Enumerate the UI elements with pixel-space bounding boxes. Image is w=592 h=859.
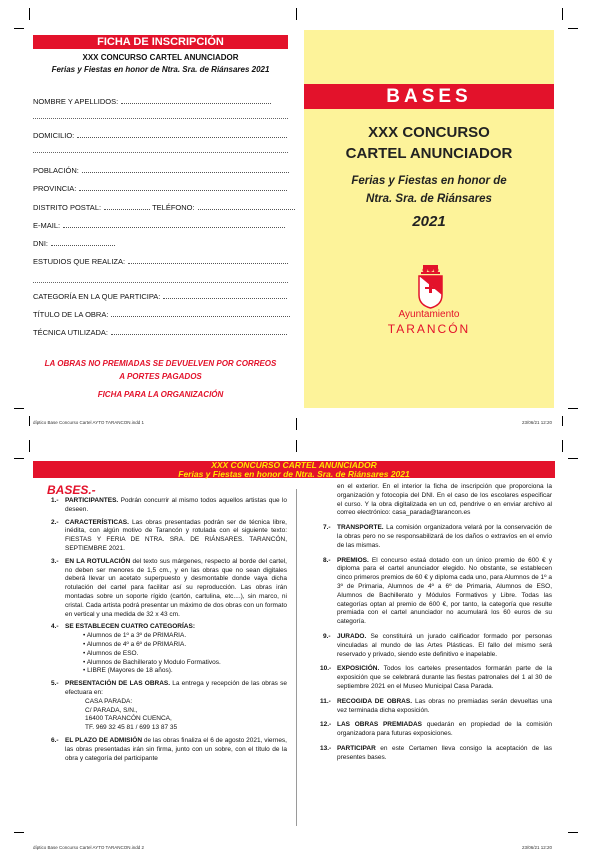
field-estudios[interactable]	[33, 257, 288, 266]
field-tecnica[interactable]	[33, 328, 288, 337]
item-text: en este Certamen lleva consigo la aceptación de las presentes bases.	[337, 744, 552, 761]
field-poblacion[interactable]	[33, 166, 288, 175]
item-text: Las obras presentadas podrán ser de técnica libre, inédita, con algún motivo de Tarancón y rotulada con el siguiente texto: FIESTAS Y FERIA DE NTRA. SRA. DE RIÁNSARES. TARANCÓN, SEPTIEMBRE 2021.	[65, 518, 287, 552]
field-nombre[interactable]	[33, 97, 288, 106]
address-line: CASA PARADA:	[85, 697, 133, 705]
field-label: E-MAIL:	[33, 221, 61, 230]
town-crest-icon	[417, 265, 444, 314]
base-item-5	[51, 680, 287, 733]
item-heading: EN LA ROTULACIÓN	[65, 557, 131, 565]
base-item-1	[51, 497, 287, 515]
sheet2-banner-subtitle: Ferias y Fiestas en honor de Ntra. Sra. de Riánsares 2021	[178, 468, 410, 479]
item-text: Las obras no premiadas serán devueltas una vez terminada dicha exposición.	[337, 697, 553, 714]
cover-year: 2021	[412, 213, 446, 230]
item-heading: PARTICIPAR	[337, 744, 376, 752]
crop-mark	[568, 408, 578, 409]
field-label: ESTUDIOS QUE REALIZA:	[33, 257, 126, 266]
item-heading: JURADO.	[337, 632, 367, 640]
cover-subtitle-2: Ntra. Sra. de Riánsares	[366, 193, 492, 205]
field-titulo[interactable]	[33, 310, 288, 319]
bases-banner: BASES	[304, 84, 554, 109]
crop-mark	[14, 408, 24, 409]
category-item: • Alumnos de ESO.	[83, 649, 139, 657]
file-info: díptico Base Concurso Cartel AYTO TARANCON.indd 1	[33, 420, 144, 425]
item-number: 7.-	[323, 524, 331, 532]
crop-mark	[14, 832, 24, 833]
address-line: C/ PARADA, S/N.,	[85, 706, 138, 714]
sheet2-banner-title: XXX CONCURSO CARTEL ANUNCIADOR	[211, 460, 377, 470]
item-number: 12.-	[320, 721, 332, 729]
base-item-12	[320, 721, 552, 739]
category-item: • LIBRE (Mayores de 18 años).	[83, 667, 173, 675]
field-dni[interactable]	[33, 239, 288, 248]
field-label: TÍTULO DE LA OBRA:	[33, 310, 109, 319]
base-item-3	[51, 557, 287, 620]
base-item-13	[320, 744, 552, 763]
crop-mark	[568, 458, 578, 459]
item-heading: TRANSPORTE.	[337, 524, 384, 532]
file-timestamp: 23/06/21 12:20	[522, 420, 553, 425]
crop-mark	[296, 8, 297, 20]
item-number: 9.-	[323, 632, 331, 640]
item-heading: LAS OBRAS PREMIADAS	[337, 721, 422, 729]
address-line: 16400 TARANCÓN CUENCA,	[85, 715, 172, 723]
item-number: 11.-	[320, 697, 331, 705]
item-text: Se constituirá un jurado calificador formado por personas vinculadas al mundo de las Artes Plásticas. El fallo del mismo será reservado y privado, siendo este definitivo e inapelable.	[337, 632, 552, 658]
item-number: 6.-	[51, 736, 59, 744]
item-number: 1.-	[51, 497, 59, 504]
item-text: La entrega y recepción de las obras se efectuara en:	[65, 680, 287, 696]
sheet2-banner	[33, 461, 555, 478]
item-heading: PARTICIPANTES.	[65, 497, 119, 504]
item-text: de las obras finaliza el 6 de agosto 2021, viernes, las obras presentadas irán sin firma, junto con un sobre, con el título de la obra y categoría del participante	[65, 736, 287, 762]
crop-mark	[29, 416, 30, 426]
item-text: Podrán concurrir al mismo todos aquellos artistas que lo deseen.	[65, 497, 287, 513]
field-line	[33, 118, 288, 119]
cover-subtitle-1: Ferias y Fiestas en honor de	[351, 175, 507, 187]
crop-mark	[562, 8, 563, 20]
item-heading: EL PLAZO DE ADMISIÓN	[65, 736, 143, 744]
item-text: en el exterior. En el interior la ficha de inscripción que proporciona la organización y fotocopia del DNI. En el caso de los escolares especificar el curso. Y la obra digitalizada en un cd, pendrive o en enviar archivo al correo electrónico: casa_parada@tarancon.es	[337, 483, 552, 517]
item-heading: SE ESTABLECEN CUATRO CATEGORÍAS:	[65, 623, 196, 631]
base-item-9	[323, 632, 552, 659]
category-item: • Alumnos de 4º a 6º de PRIMARIA.	[83, 640, 187, 648]
bases-heading: BASES.-	[47, 483, 96, 497]
field-postal[interactable]	[33, 203, 288, 212]
base-item-8	[323, 556, 552, 627]
item-heading: PRESENTACIÓN DE LAS OBRAS.	[65, 680, 171, 688]
item-text: La comisión organizadora velará por la conservación de la obras pero no se responsabilizará de los daños o extravíos en el envío de las mismas.	[337, 524, 552, 549]
field-label: TÉCNICA UTILIZADA:	[33, 328, 109, 337]
field-label: PROVINCIA:	[33, 184, 77, 193]
item-number: 8.-	[323, 556, 331, 564]
column-divider	[296, 489, 297, 826]
crop-mark	[14, 458, 24, 459]
organization-note: FICHA PARA LA ORGANIZACIÓN	[97, 390, 224, 399]
crop-mark	[29, 440, 30, 452]
phone-line: TF. 969 32 45 81 / 699 13 87 35	[85, 724, 178, 732]
file-info-2: díptico Base Concurso Cartel AYTO TARANCON.indd 2	[33, 845, 144, 850]
field-label: POBLACIÓN:	[33, 166, 79, 175]
item-text: Todos los carteles presentados formarán parte de la exposición que se celebrará durante las fiestas patronales del 1 al 30 de septiembre 2021 en el Museo Municipal Casa Parada.	[337, 665, 552, 690]
item-number: 13.-	[320, 744, 332, 752]
cover-title-2: CARTEL ANUNCIADOR	[345, 145, 513, 162]
field-label: DOMICILIO:	[33, 131, 75, 140]
crop-mark	[29, 8, 30, 20]
crop-mark	[568, 832, 578, 833]
field-label: DISTRITO POSTAL:	[33, 203, 102, 212]
return-note-2: A PORTES PAGADOS	[119, 372, 202, 381]
base-item-4	[51, 623, 287, 676]
return-note: LA OBRAS NO PREMIADAS SE DEVUELVEN POR CORREOS	[44, 359, 277, 368]
crop-mark	[296, 418, 297, 430]
org-label: Ayuntamiento	[398, 309, 460, 320]
cover-title-1: XXX CONCURSO	[368, 124, 490, 141]
crop-mark	[568, 28, 578, 29]
form-subtitle: Ferias y Fiestas en honor de Ntra. Sra. de Riánsares 2021	[51, 65, 270, 74]
item-text: El concurso estaá dotado con un único premio de 600 € y diploma para el cartel anunciador elegido. No obstante, se establecen cinco primeros premios de 60 € y diploma cada uno, para Alumnos de 1º a 3º de Primaria, Alumnos de 4º a 6º de Primaria, Alumnos de ESO, Alumnos de Bachillerato y Módulos Formativos y Libre. Todas las categorías optan al premio de 600 €, por tanto, la categoría que resulte premiada con el cartel anunciador no acumulará los 60 euros de su categoría.	[337, 556, 552, 626]
crop-mark	[14, 28, 24, 29]
crop-mark	[562, 440, 563, 452]
item-number: 5.-	[51, 680, 59, 688]
field-label: TELÉFONO:	[152, 203, 195, 212]
crop-mark	[296, 440, 297, 452]
field-label: DNI:	[33, 239, 48, 248]
bases-right-column	[320, 483, 553, 763]
bases-left-column	[51, 497, 287, 763]
field-label: NOMBRE Y APELLIDOS:	[33, 97, 119, 106]
form-title: XXX CONCURSO CARTEL ANUNCIADOR	[82, 53, 239, 62]
base-item-7	[323, 524, 552, 550]
base-item-6	[51, 736, 287, 763]
field-categoria[interactable]	[33, 292, 288, 301]
item-heading: EXPOSICIÓN.	[337, 665, 380, 673]
item-number: 3.-	[51, 557, 59, 565]
base-item-10	[320, 665, 552, 691]
field-label: CATEGORÍA EN LA QUE PARTICIPA:	[33, 292, 161, 301]
item-number: 2.-	[51, 518, 59, 526]
item-heading: CARACTERÍSTICAS.	[65, 518, 129, 526]
base-item-6-cont	[337, 483, 552, 518]
field-line	[33, 282, 288, 283]
crop-mark	[562, 416, 563, 426]
category-item: • Alumnos de 1º a 3º de PRIMARIA.	[83, 632, 187, 640]
field-line	[33, 152, 288, 153]
field-provincia[interactable]	[33, 184, 288, 193]
field-email[interactable]	[33, 221, 288, 230]
file-timestamp-2: 23/06/21 12:20	[522, 845, 553, 850]
item-number: 4.-	[51, 623, 59, 631]
base-item-2	[51, 518, 287, 554]
base-item-11	[320, 697, 553, 716]
category-item: • Alumnos de Bachillerato y Modulo Formativos.	[83, 658, 221, 666]
org-name: TARANCÓN	[387, 322, 471, 336]
item-number: 10.-	[320, 665, 332, 673]
item-text: quedarán en propiedad de la comisión organizadora para futuras exposiciones.	[337, 721, 552, 738]
item-text: del texto sus márgenes, respecto al borde del cartel, no deben ser menores de 1,5 cm., y en las obras que no sean digitales deberá llevar un acetato superpuesto y desmontable donde vaya dicha rotulación del cartel para facilitar así su reproducción. Las obras irán montadas sobre un soporte rígido (cartón, cartulina, etc....), sin marco, ni cristal. Cada artista podrá presentar un máximo de dos obras con un formato en vertical y una medida de 32 x 43 cm.	[65, 557, 287, 618]
item-heading: PREMIOS.	[337, 556, 369, 564]
item-heading: RECOGIDA DE OBRAS.	[337, 697, 413, 705]
field-domicilio[interactable]	[33, 131, 288, 140]
form-header: FICHA DE INSCRIPCIÓN	[33, 35, 288, 49]
